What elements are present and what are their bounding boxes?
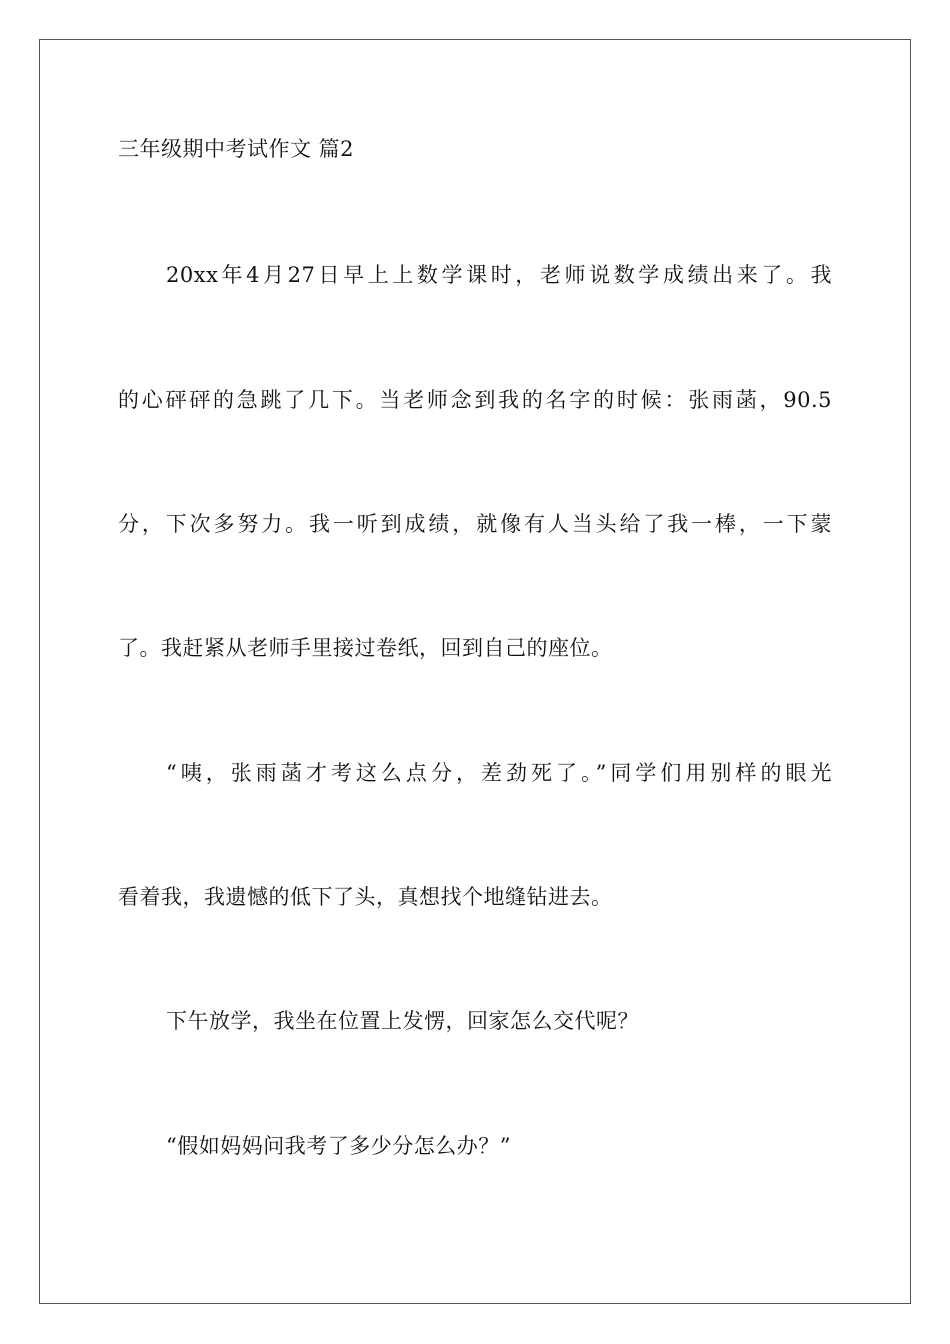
paragraph-line: 下午放学，我坐在位置上发愣，回家怎么交代呢？ — [166, 1009, 639, 1033]
page-border — [39, 39, 911, 1304]
paragraph-line: 看着我，我遗憾的低下了头，真想找个地缝钻进去。 — [118, 885, 613, 909]
paragraph-line: “假如妈妈问我考了多少分怎么办？” — [166, 1134, 511, 1158]
paragraph-line: 了。我赶紧从老师手里接过卷纸，回到自己的座位。 — [118, 636, 613, 660]
paragraph-line: “咦，张雨菡才考这么点分，差劲死了。”同学们用别样的眼光 — [166, 761, 832, 785]
paragraph-line: 分，下次多努力。我一听到成绩，就像有人当头给了我一棒，一下蒙 — [118, 512, 832, 536]
document-title: 三年级期中考试作文 篇2 — [118, 137, 355, 161]
paragraph-line: 的心砰砰的急跳了几下。当老师念到我的名字的时候：张雨菡，90.5 — [118, 388, 832, 412]
paragraph-line: 20xx年4月27日早上上数学课时，老师说数学成绩出来了。我 — [166, 263, 832, 287]
